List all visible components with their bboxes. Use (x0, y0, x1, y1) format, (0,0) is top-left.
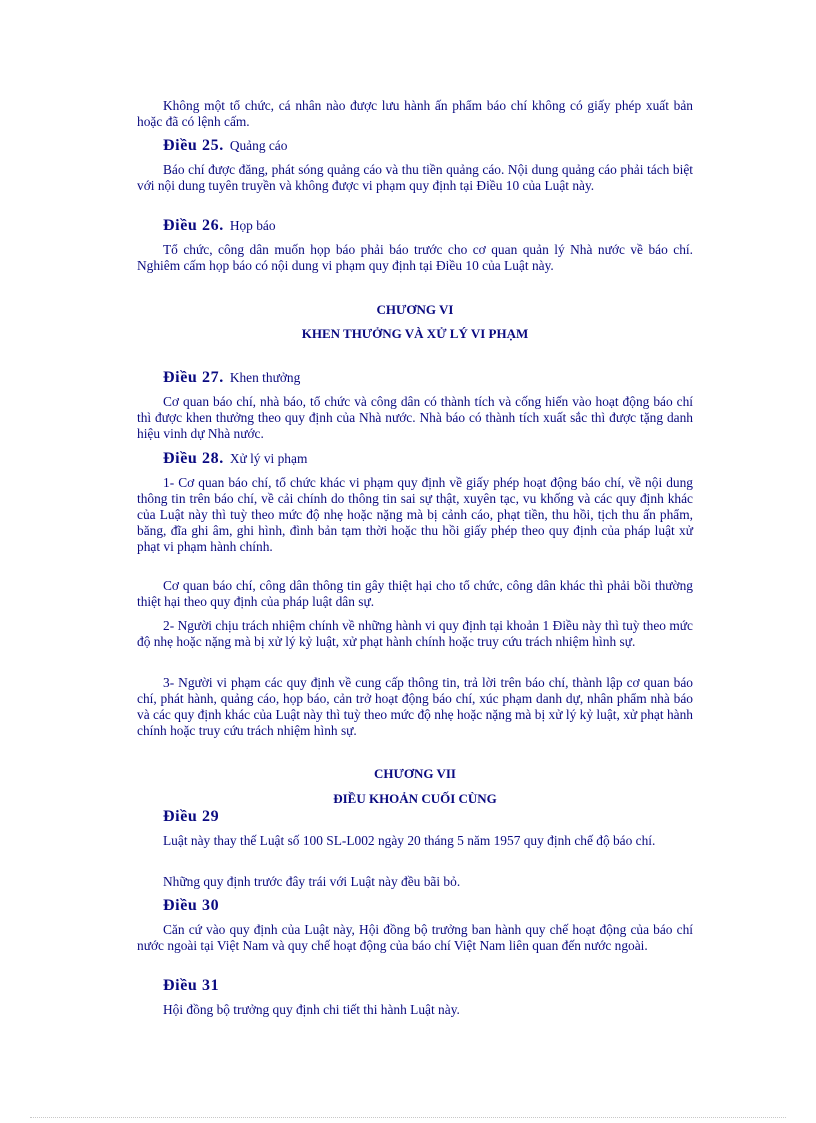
article-30-body: Căn cứ vào quy định của Luật này, Hội đồng bộ trưởng ban hành quy chế hoạt động của báo chí nước ngoài tại Việt Nam và quy chế hoạt động của báo chí Việt Nam liên quan đến nước ngoài. (137, 922, 693, 953)
article-28-heading (163, 450, 307, 468)
article-title: Quảng cáo (229, 138, 288, 153)
article-number: Điều 25. (163, 137, 224, 154)
article-27-body: Cơ quan báo chí, nhà báo, tổ chức và công dân có thành tích và cống hiến vào hoạt động báo chí thì được khen thưởng theo quy định của Nhà nước. Nhà báo có thành tích xuất sắc thì được tặng danh hiệu vinh dự Nhà nước. (137, 394, 693, 441)
article-number: Điều 29 (163, 808, 220, 825)
article-28-clause-3: 3- Người vi phạm các quy định về cung cấp thông tin, trả lời trên báo chí, thành lập cơ quan báo chí, phát hành, quảng cáo, họp báo, cản trở hoạt động báo chí, xúc phạm danh dự, nhân phẩm nhà báo và các quy định khác của Luật này thì tuỳ theo mức độ nhẹ hoặc nặng mà bị xử lý kỷ luật, xử phạt hành chính hoặc truy cứu trách nhiệm hình sự. (137, 675, 693, 738)
article-25-body: Báo chí được đăng, phát sóng quảng cáo và thu tiền quảng cáo. Nội dung quảng cáo phải tách biệt với nội dung tuyên truyền và không được vi phạm quy định tại Điều 10 của Luật này. (137, 162, 693, 193)
chapter-6-label: CHƯƠNG VI (376, 302, 454, 317)
article-number: Điều 31 (163, 977, 220, 994)
article-number: Điều 27. (163, 369, 224, 386)
article-28-clause-1-compensation: Cơ quan báo chí, công dân thông tin gây thiệt hại cho tổ chức, công dân khác thì phải bồi thường thiệt hại theo quy định của pháp luật dân sự. (137, 578, 693, 609)
article-29-body: Luật này thay thế Luật số 100 SL-L002 ngày 20 tháng 5 năm 1957 quy định chế độ báo chí. (163, 833, 656, 848)
article-26-heading (163, 217, 276, 235)
chapter-6-title: KHEN THƯỞNG VÀ XỬ LÝ VI PHẠM (301, 326, 529, 341)
article-26-body: Tổ chức, công dân muốn họp báo phải báo trước cho cơ quan quản lý Nhà nước về báo chí. Nghiêm cấm họp báo có nội dung vi phạm quy định tại Điều 10 của Luật này. (137, 242, 693, 273)
article-number: Điều 30 (163, 897, 220, 914)
chapter-7-label: CHƯƠNG VII (374, 766, 456, 781)
article-29-repeal: Những quy định trước đây trái với Luật này đều bãi bỏ. (163, 874, 461, 889)
article-30-heading (163, 897, 219, 915)
page-bottom-divider (30, 1117, 786, 1118)
article-28-clause-1: 1- Cơ quan báo chí, tổ chức khác vi phạm quy định về giấy phép hoạt động báo chí, về nội dung thông tin trên báo chí, về cải chính do thông tin sai sự thật, xuyên tạc, vu khống và các quy định khác của Luật này thì tuỳ theo mức độ nhẹ hoặc nặng mà bị cảnh cáo, phạt tiền, thu hồi, tịch thu ấn phẩm, băng, đĩa ghi âm, ghi hình, đình bản tạm thời hoặc thu hồi giấy phép theo quy định của pháp luật xử phạt vi phạm hành chính. (137, 475, 693, 554)
article-title: Khen thưởng (229, 370, 301, 385)
article-title: Họp báo (229, 218, 276, 233)
article-31-heading (163, 977, 219, 995)
paragraph-distribution-ban: Không một tổ chức, cá nhân nào được lưu hành ấn phẩm báo chí không có giấy phép xuất bản hoặc đã có lệnh cấm. (137, 98, 693, 129)
article-title: Xử lý vi phạm (229, 451, 308, 466)
chapter-7-title: ĐIỀU KHOẢN CUỐI CÙNG (333, 791, 497, 806)
article-number: Điều 26. (163, 217, 224, 234)
article-25-heading (163, 137, 287, 155)
article-31-body: Hội đồng bộ trưởng quy định chi tiết thi hành Luật này. (163, 1002, 460, 1017)
article-27-heading (163, 369, 300, 387)
article-29-heading (163, 808, 219, 826)
article-number: Điều 28. (163, 450, 224, 467)
article-28-clause-2: 2- Người chịu trách nhiệm chính về những hành vi quy định tại khoản 1 Điều này thì tuỳ theo mức độ nhẹ hoặc nặng mà bị xử lý kỷ luật, xử phạt hành chính hoặc truy cứu trách nhiệm hình sự. (137, 618, 693, 649)
